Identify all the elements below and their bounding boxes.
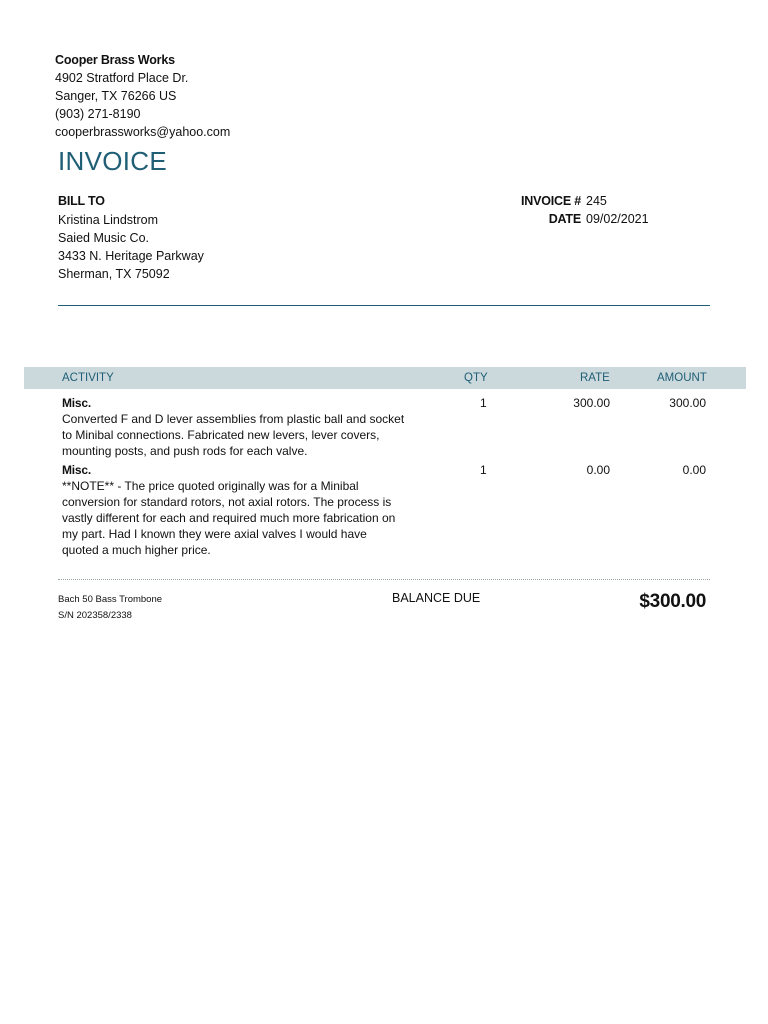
row-rate: 0.00 (586, 463, 610, 477)
column-header-amount: AMOUNT (657, 372, 707, 384)
row-description-line: Converted F and D lever assemblies from plastic ball and socket (62, 412, 405, 426)
company-phone: (903) 271-8190 (55, 107, 141, 121)
bill-to-address-line2: Sherman, TX 75092 (58, 267, 170, 281)
row-qty: 1 (480, 463, 487, 477)
invoice-note (58, 592, 162, 624)
bill-to-address-line1: 3433 N. Heritage Parkway (58, 249, 204, 263)
row-description-line: mounting posts, and push rods for each valve. (62, 444, 308, 458)
header-divider (58, 305, 710, 306)
company-address-line1: 4902 Stratford Place Dr. (55, 71, 189, 85)
invoice-note-line2: S/N 202358/2338 (58, 610, 132, 621)
invoice-meta (480, 193, 680, 229)
document-title: INVOICE (58, 146, 168, 176)
bill-to-name: Kristina Lindstrom (58, 213, 159, 227)
row-description-line: conversion for standard rotors, not axial rotors. The process is (62, 495, 392, 509)
bill-to-label: BILL TO (58, 194, 105, 208)
company-name: Cooper Brass Works (55, 53, 175, 67)
row-description (62, 478, 424, 558)
company-email: cooperbrassworks@yahoo.com (55, 125, 231, 139)
row-description (62, 411, 424, 459)
invoice-number-label: INVOICE # (520, 194, 581, 208)
company-address-line2: Sanger, TX 76266 US (55, 89, 177, 103)
row-description-line: to Minibal connections. Fabricated new levers, lever covers, (62, 428, 380, 442)
row-qty: 1 (480, 396, 487, 410)
row-description-line: vastly different for each and required much more fabrication on (62, 511, 396, 525)
bill-to-block (58, 193, 204, 283)
table-row (62, 462, 710, 558)
row-amount: 300.00 (669, 396, 706, 410)
invoice-date-value: 09/02/2021 (586, 212, 649, 226)
column-header-rate: RATE (580, 372, 610, 384)
row-activity-title: Misc. (62, 396, 92, 410)
company-info (55, 51, 230, 141)
invoice-date-label: DATE (548, 212, 581, 226)
totals-divider (58, 579, 710, 580)
column-header-activity: ACTIVITY (62, 372, 114, 384)
row-description-line: quoted a much higher price. (62, 543, 211, 557)
balance-due-label: BALANCE DUE (392, 591, 481, 605)
bill-to-company: Saied Music Co. (58, 231, 150, 245)
row-rate: 300.00 (573, 396, 610, 410)
row-activity-title: Misc. (62, 463, 92, 477)
invoice-date-row (480, 211, 680, 229)
invoice-number-row (480, 193, 680, 211)
row-description-line: my part. Had I known they were axial valves I would have (62, 527, 367, 541)
table-row (62, 395, 710, 459)
table-header (24, 367, 746, 389)
invoice-number-value: 245 (586, 194, 607, 208)
row-description-line: **NOTE** - The price quoted originally was for a Minibal (62, 479, 359, 493)
row-amount: 0.00 (682, 463, 706, 477)
balance-due-amount: $300.00 (639, 591, 706, 612)
invoice-note-line1: Bach 50 Bass Trombone (58, 594, 163, 605)
column-header-qty: QTY (464, 372, 488, 384)
